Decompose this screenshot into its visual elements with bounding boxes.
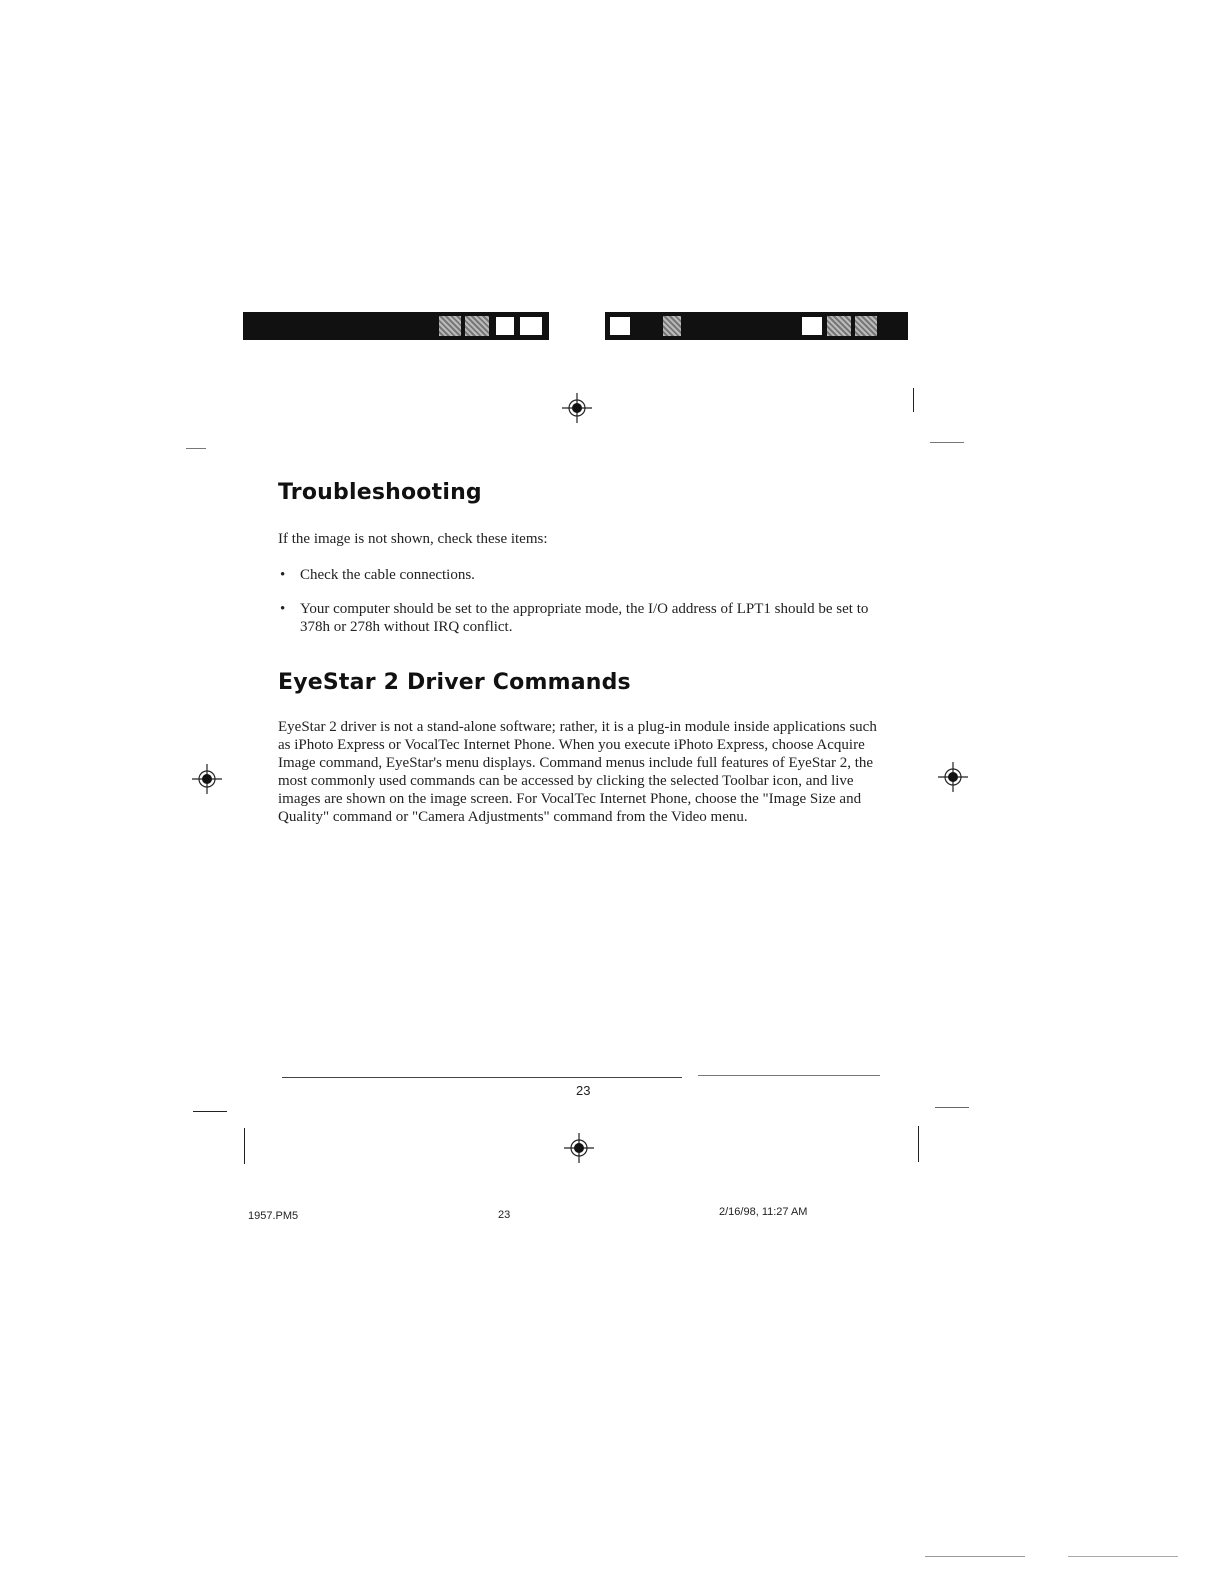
color-patch (827, 316, 851, 336)
color-patch (609, 316, 631, 336)
registration-mark-icon (192, 764, 222, 794)
crop-mark (918, 1126, 919, 1162)
footer-rule (282, 1077, 682, 1078)
list-item-text: Check the cable connections. (300, 567, 475, 583)
crop-mark (244, 1128, 245, 1164)
crop-mark (186, 448, 206, 449)
footer-rule (698, 1075, 880, 1076)
slug-page: 23 (498, 1209, 511, 1221)
color-patch (465, 316, 489, 336)
bullet-icon: • (280, 567, 286, 583)
registration-mark-icon (562, 393, 592, 423)
registration-mark-icon (938, 762, 968, 792)
color-patch (801, 316, 823, 336)
color-patch (439, 316, 461, 336)
color-patch (519, 316, 543, 336)
crop-mark (930, 442, 964, 443)
scan-artifact (925, 1556, 1025, 1557)
list-item (278, 566, 890, 584)
page-number: 23 (576, 1083, 591, 1098)
list-item (278, 600, 890, 636)
section-heading: EyeStar 2 Driver Commands (278, 670, 631, 695)
color-bar-left (243, 312, 549, 340)
scan-artifact (1068, 1556, 1178, 1557)
slug-datetime: 2/16/98, 11:27 AM (719, 1206, 808, 1218)
crop-mark (193, 1111, 227, 1112)
checklist (278, 566, 890, 652)
crop-mark (935, 1107, 969, 1108)
color-patch (855, 316, 877, 336)
intro-text: If the image is not shown, check these items: (278, 531, 548, 547)
color-patch (495, 316, 515, 336)
bullet-icon: • (280, 601, 286, 617)
color-bar-right (605, 312, 908, 340)
section-heading: Troubleshooting (278, 480, 482, 505)
color-patch (663, 316, 681, 336)
registration-mark-icon (564, 1133, 594, 1163)
list-item-text: Your computer should be set to the appropriate mode, the I/O address of LPT1 should be set to 378h or 278h without IRQ conflict. (300, 601, 869, 635)
crop-mark (913, 388, 914, 412)
slug-file: 1957.PM5 (248, 1210, 299, 1222)
body-text: EyeStar 2 driver is not a stand-alone software; rather, it is a plug-in module inside applications such as iPhoto Express or VocalTec Internet Phone. When you execute iPhoto Express, choose Acquire Image command, EyeStar's menu displays. Command menus include full features of EyeStar 2, the most commonly used commands can be accessed by clicking the selected Toolbar icon, and live images are shown on the image screen. For VocalTec Internet Phone, choose the "Image Size and Quality" command or "Camera Adjustments" command from the Video menu. (278, 719, 877, 825)
